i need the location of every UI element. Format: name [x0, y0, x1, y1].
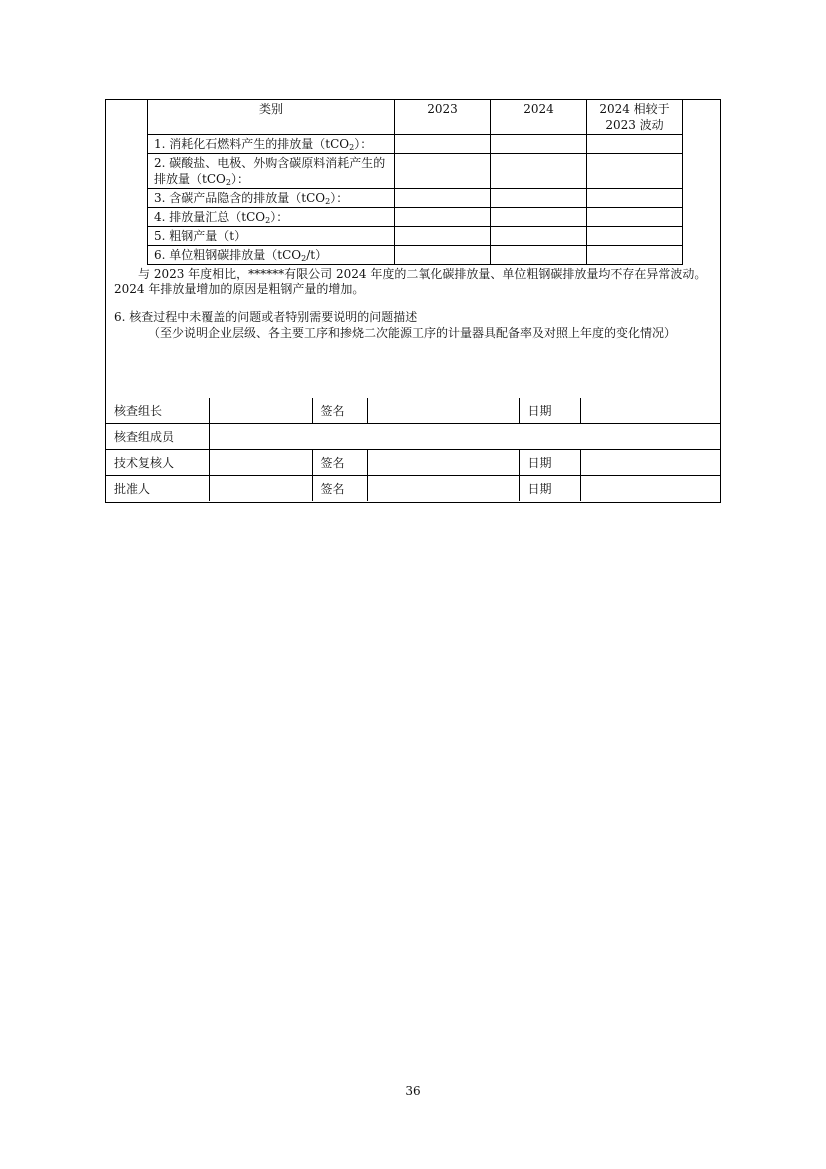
label-date: 日期 [519, 450, 580, 476]
cell-2024 [491, 208, 587, 227]
cell-2023 [395, 246, 491, 265]
cell-2024 [491, 227, 587, 246]
row-label: 1. 消耗化石燃料产生的排放量（tCO$_2$）： [148, 135, 395, 154]
comparison-paragraph: 与 2023 年度相比，******有限公司 2024 年度的二氧化碳排放量、单位粗钢碳排放量均不存在异常波动。2024 年排放量增加的原因是粗钢产量的增加。 [114, 267, 707, 296]
signature-row-approver [106, 476, 720, 502]
label-sign: 签名 [312, 476, 367, 502]
table-row [148, 189, 683, 208]
signature-row-reviewer [106, 450, 720, 476]
cell-change [587, 189, 683, 208]
row-label: 6. 单位粗钢碳排放量（tCO$_2$/t） [148, 246, 395, 265]
page-number: 36 [405, 1084, 421, 1098]
field-members[interactable] [209, 424, 720, 450]
label-approver: 批准人 [106, 476, 209, 502]
field-leader-name[interactable] [209, 398, 312, 424]
table-row [148, 227, 683, 246]
signature-table [106, 398, 720, 501]
header-2023: 2023 [395, 100, 491, 135]
cell-2023 [395, 208, 491, 227]
label-leader: 核查组长 [106, 398, 209, 424]
label-sign: 签名 [312, 398, 367, 424]
section6-note: （至少说明企业层级、各主要工序和掺烧二次能源工序的计量器具配备率及对照上年度的变化情况） [148, 326, 677, 340]
row-label: 2. 碳酸盐、电极、外购含碳原料消耗产生的排放量（tCO$_2$）： [148, 154, 395, 189]
label-members: 核查组成员 [106, 424, 209, 450]
header-2024: 2024 [491, 100, 587, 135]
field-reviewer-date[interactable] [580, 450, 720, 476]
cell-change [587, 227, 683, 246]
signature-row-members [106, 424, 720, 450]
field-approver-date[interactable] [580, 476, 720, 502]
header-category: 类别 [148, 100, 395, 135]
field-approver-name[interactable] [209, 476, 312, 502]
row-label: 4. 排放量汇总（tCO$_2$）： [148, 208, 395, 227]
label-date: 日期 [519, 398, 580, 424]
header-change: 2024 相较于 2023 波动 [587, 100, 683, 135]
signature-row-leader [106, 398, 720, 424]
cell-change [587, 154, 683, 189]
cell-2024 [491, 246, 587, 265]
report-frame [105, 99, 721, 503]
cell-2024 [491, 189, 587, 208]
cell-2023 [395, 227, 491, 246]
table-row [148, 135, 683, 154]
field-leader-date[interactable] [580, 398, 720, 424]
cell-2023 [395, 189, 491, 208]
table-header-row [148, 100, 683, 135]
row-label: 5. 粗钢产量（t） [148, 227, 395, 246]
cell-change [587, 135, 683, 154]
field-approver-sign[interactable] [367, 476, 519, 502]
field-reviewer-name[interactable] [209, 450, 312, 476]
cell-2024 [491, 135, 587, 154]
table-row [148, 154, 683, 189]
field-leader-sign[interactable] [367, 398, 519, 424]
cell-change [587, 246, 683, 265]
table-row [148, 208, 683, 227]
cell-2023 [395, 135, 491, 154]
cell-2024 [491, 154, 587, 189]
cell-2023 [395, 154, 491, 189]
section6-title: 6. 核查过程中未覆盖的问题或者特别需要说明的问题描述 [114, 310, 418, 324]
label-reviewer: 技术复核人 [106, 450, 209, 476]
field-reviewer-sign[interactable] [367, 450, 519, 476]
label-sign: 签名 [312, 450, 367, 476]
emissions-table [147, 100, 683, 265]
table-row [148, 246, 683, 265]
cell-change [587, 208, 683, 227]
row-label: 3. 含碳产品隐含的排放量（tCO$_2$）： [148, 189, 395, 208]
label-date: 日期 [519, 476, 580, 502]
